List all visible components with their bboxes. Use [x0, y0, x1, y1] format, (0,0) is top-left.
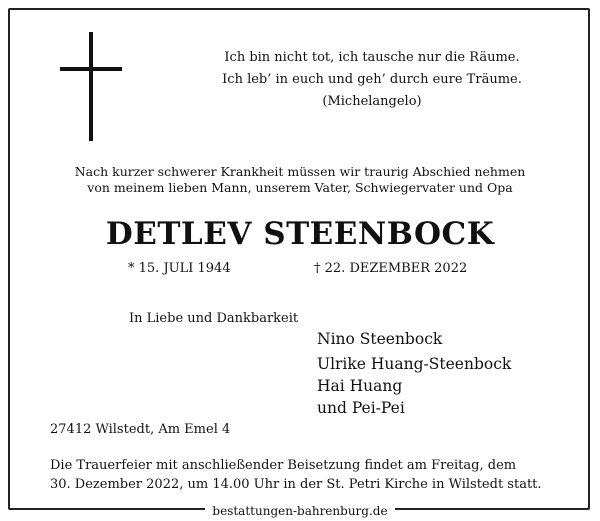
quote-line-1: Ich bin nicht tot, ich tausche nur die Räume.	[224, 50, 520, 65]
death-date: † 22. DEZEMBER 2022	[314, 261, 468, 276]
funeral-line-2: 30. Dezember 2022, um 14.00 Uhr in der St. Petri Kirche in Wilstedt statt.	[50, 477, 542, 492]
mourner-name: Hai Huang	[317, 377, 403, 395]
mourners-heading: In Liebe und Dankbarkeit	[129, 311, 299, 326]
website-link[interactable]: bestattungen-bahrenburg.de	[205, 504, 394, 518]
quote-author: (Michelangelo)	[322, 94, 422, 109]
birth-date: * 15. JULI 1944	[128, 261, 231, 276]
cross-icon-beam	[60, 67, 122, 71]
website-footer	[0, 503, 600, 519]
quote-line-2: Ich leb’ in euch und geh’ durch eure Träume.	[222, 72, 522, 87]
deceased-name: DETLEV STEENBOCK	[105, 216, 495, 252]
cross-icon	[89, 32, 93, 141]
funeral-line-1: Die Trauerfeier mit anschließender Beisetzung findet am Freitag, dem	[50, 458, 517, 473]
mourner-name: Nino Steenbock	[317, 330, 443, 348]
funeral-info	[50, 456, 570, 494]
address: 27412 Wilstedt, Am Emel 4	[50, 422, 231, 437]
intro-line-2: von meinem lieben Mann, unserem Vater, Schwiegervater und Opa	[87, 180, 513, 195]
intro-text	[20, 164, 580, 196]
intro-line-1: Nach kurzer schwerer Krankheit müssen wir traurig Abschied nehmen	[74, 164, 526, 179]
mourner-name: und Pei-Pei	[317, 399, 405, 417]
mourner-name: Ulrike Huang-Steenbock	[317, 355, 512, 373]
